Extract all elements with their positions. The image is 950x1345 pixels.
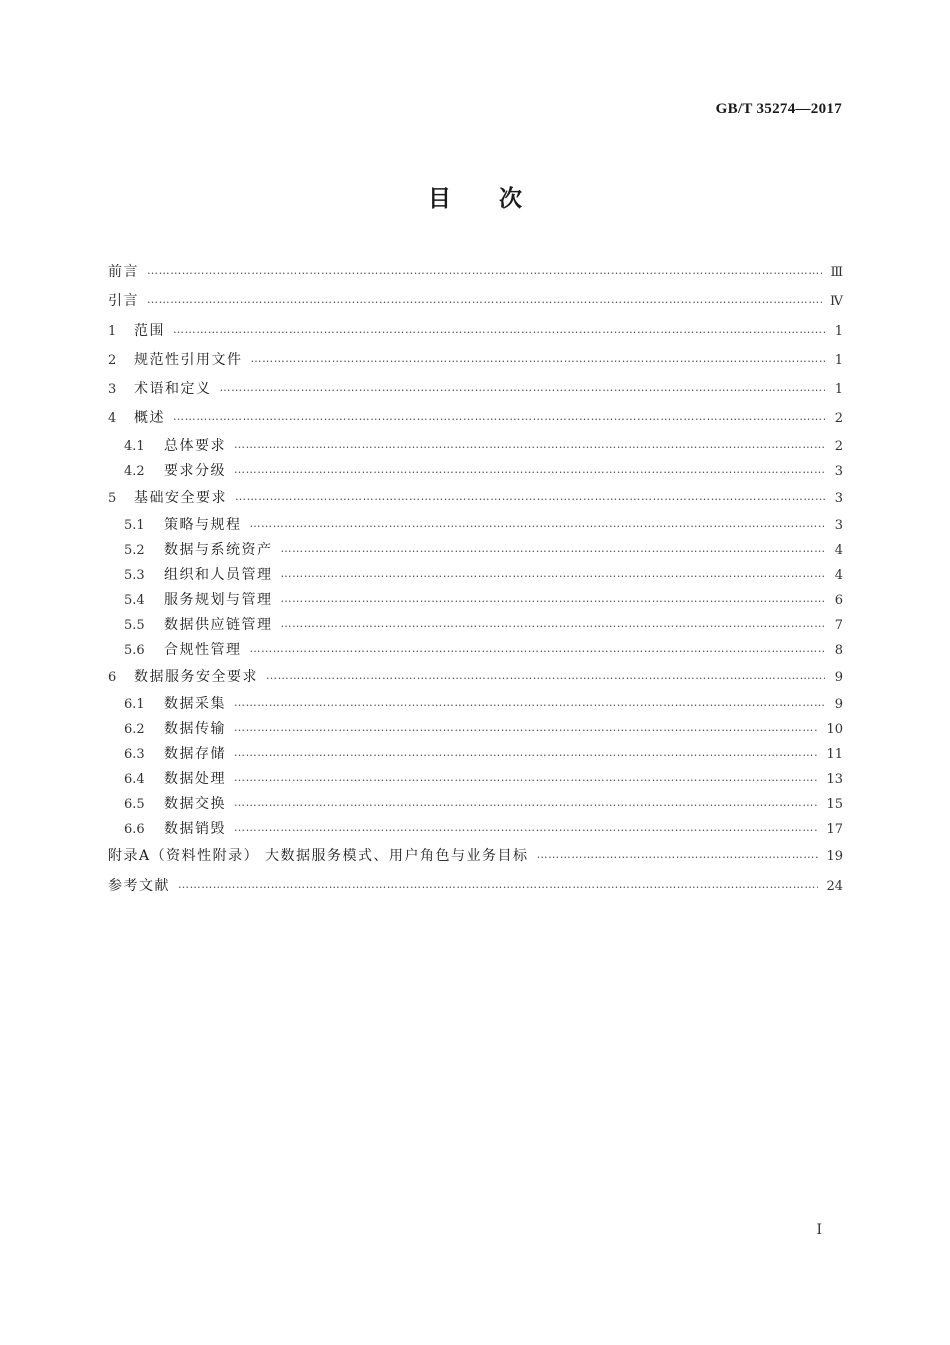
toc-entry-label: 术语和定义 bbox=[134, 381, 212, 398]
toc-entry[interactable] bbox=[108, 613, 843, 638]
toc-entry-page: 6 bbox=[834, 593, 843, 609]
page-number: Ⅰ bbox=[816, 1222, 822, 1238]
toc-leader-dots bbox=[234, 457, 825, 482]
toc-entry-number: 3 bbox=[108, 382, 117, 398]
toc-entry-number: 4.1 bbox=[124, 438, 145, 454]
toc-entry-page: Ⅳ bbox=[830, 294, 843, 310]
toc-entry-label: 数据销毁 bbox=[164, 821, 226, 838]
toc-entry[interactable] bbox=[108, 767, 843, 792]
toc-entry-number: 4.2 bbox=[124, 463, 145, 479]
toc-entry-page: 3 bbox=[834, 518, 843, 534]
toc-entry-number: 6.5 bbox=[124, 797, 145, 813]
toc-entry-number: 5.5 bbox=[124, 618, 145, 634]
toc-entry[interactable] bbox=[108, 346, 843, 375]
toc-leader-dots bbox=[147, 256, 822, 285]
toc-entry-page: 17 bbox=[826, 822, 843, 838]
toc-entry-label: 引言 bbox=[108, 293, 139, 310]
toc-leader-dots bbox=[234, 815, 818, 840]
toc-entry-number: 6.6 bbox=[124, 822, 145, 838]
toc-entry-number: 5 bbox=[108, 490, 117, 506]
toc-leader-dots bbox=[281, 611, 826, 636]
toc-entry-number: 1 bbox=[108, 323, 117, 339]
toc-entry[interactable] bbox=[108, 842, 843, 871]
toc-entry-label: 组织和人员管理 bbox=[164, 567, 273, 584]
toc-entry[interactable] bbox=[108, 792, 843, 817]
toc-entry[interactable] bbox=[108, 513, 843, 538]
toc-entry-label: 要求分级 bbox=[164, 462, 226, 479]
toc-entry-label: 数据传输 bbox=[164, 721, 226, 738]
toc-entry-page: 1 bbox=[834, 382, 843, 398]
toc-entry-page: 13 bbox=[826, 772, 843, 788]
toc-entry-number: 6.3 bbox=[124, 747, 145, 763]
toc-entry-page: 1 bbox=[834, 352, 843, 368]
toc-entry-label: 数据存储 bbox=[164, 746, 226, 763]
toc-entry[interactable] bbox=[108, 872, 843, 901]
toc-entry-page: 1 bbox=[834, 323, 843, 339]
toc-leader-dots bbox=[234, 715, 818, 740]
toc-entry-page: 24 bbox=[826, 878, 843, 894]
toc-entry-label: 合规性管理 bbox=[164, 642, 242, 659]
toc-entry[interactable] bbox=[108, 434, 843, 459]
toc-leader-dots bbox=[234, 765, 818, 790]
toc-entry-label: 基础安全要求 bbox=[134, 489, 227, 506]
toc-entry-number: 5.1 bbox=[124, 518, 145, 534]
toc-entry-page: 11 bbox=[826, 747, 843, 763]
toc-leader-dots bbox=[234, 740, 818, 765]
toc-entry-page: 2 bbox=[834, 438, 843, 454]
toc-entry-label: 附录A（资料性附录） 大数据服务模式、用户角色与业务目标 bbox=[108, 848, 529, 865]
standard-code: GB/T 35274—2017 bbox=[715, 101, 842, 117]
toc-entry-page: 3 bbox=[834, 463, 843, 479]
toc-entry[interactable] bbox=[108, 287, 843, 316]
toc-entry-number: 6.1 bbox=[124, 697, 145, 713]
toc-entry[interactable] bbox=[108, 484, 843, 513]
toc-leader-dots bbox=[266, 661, 825, 690]
toc-entry[interactable] bbox=[108, 817, 843, 842]
toc-entry[interactable] bbox=[108, 638, 843, 663]
toc-entry-label: 数据处理 bbox=[164, 771, 226, 788]
toc-leader-dots bbox=[234, 432, 825, 457]
toc-leader-dots bbox=[250, 511, 826, 536]
toc-entry-label: 数据交换 bbox=[164, 796, 226, 813]
toc-entry[interactable] bbox=[108, 404, 843, 433]
toc-entry-page: Ⅲ bbox=[830, 265, 843, 280]
toc-entry-number: 6.2 bbox=[124, 722, 145, 738]
toc-entry[interactable] bbox=[108, 459, 843, 484]
toc-entry-page: 10 bbox=[826, 722, 843, 738]
toc-entry-page: 19 bbox=[826, 849, 843, 865]
toc-leader-dots bbox=[173, 402, 825, 431]
toc-entry-label: 前言 bbox=[108, 264, 139, 280]
toc-entry-number: 6.4 bbox=[124, 772, 145, 788]
toc-entry[interactable] bbox=[108, 588, 843, 613]
toc-leader-dots bbox=[235, 482, 825, 511]
toc-leader-dots bbox=[281, 561, 826, 586]
toc-entry-page: 8 bbox=[834, 643, 843, 659]
toc-entry[interactable] bbox=[108, 692, 843, 717]
toc-leader-dots bbox=[234, 790, 818, 815]
toc-entry[interactable] bbox=[108, 663, 843, 692]
toc-entry-page: 2 bbox=[834, 411, 843, 427]
toc-entry-number: 5.6 bbox=[124, 643, 145, 659]
toc-entry-number: 5.3 bbox=[124, 568, 145, 584]
toc-entry-page: 4 bbox=[834, 568, 843, 584]
toc-entry-number: 5.2 bbox=[124, 543, 145, 559]
toc-entry-page: 15 bbox=[826, 797, 843, 813]
toc-leader-dots bbox=[281, 536, 826, 561]
toc-entry-page: 4 bbox=[834, 543, 843, 559]
toc-leader-dots bbox=[537, 840, 819, 869]
toc-entry-label: 范围 bbox=[134, 322, 165, 339]
toc-leader-dots bbox=[250, 636, 826, 661]
toc-entry[interactable] bbox=[108, 742, 843, 767]
page-title: 目次 bbox=[428, 186, 570, 212]
toc-entry[interactable] bbox=[108, 563, 843, 588]
toc-entry-label: 参考文献 bbox=[108, 877, 170, 894]
toc-leader-dots bbox=[251, 344, 826, 373]
toc-entry[interactable] bbox=[108, 538, 843, 563]
toc-entry-number: 2 bbox=[108, 352, 117, 368]
toc-entry-label: 策略与规程 bbox=[164, 517, 242, 534]
toc-entry[interactable] bbox=[108, 258, 843, 287]
toc-entry-page: 7 bbox=[834, 618, 843, 634]
toc-entry[interactable] bbox=[108, 717, 843, 742]
toc-leader-dots bbox=[178, 870, 818, 899]
toc-entry-label: 数据与系统资产 bbox=[164, 542, 273, 559]
toc-entry-label: 概述 bbox=[134, 410, 165, 427]
toc-leader-dots bbox=[234, 690, 825, 715]
toc-entry-label: 数据采集 bbox=[164, 696, 226, 713]
toc-leader-dots bbox=[220, 373, 826, 402]
toc-entry-page: 9 bbox=[834, 670, 843, 686]
toc-entry-number: 6 bbox=[108, 670, 117, 686]
toc-leader-dots bbox=[147, 285, 822, 314]
toc-entry-number: 4 bbox=[108, 411, 117, 427]
toc-entry-page: 9 bbox=[834, 697, 843, 713]
toc-entry-label: 总体要求 bbox=[164, 437, 226, 454]
toc-entry-number: 5.4 bbox=[124, 593, 145, 609]
toc-leader-dots bbox=[173, 315, 825, 344]
toc-entry-label: 数据供应链管理 bbox=[164, 617, 273, 634]
toc-leader-dots bbox=[281, 586, 826, 611]
toc-entry-label: 规范性引用文件 bbox=[134, 351, 243, 368]
toc-entry[interactable] bbox=[108, 317, 843, 346]
toc-entry-label: 数据服务安全要求 bbox=[134, 669, 258, 686]
toc-entry-page: 3 bbox=[834, 490, 843, 506]
toc-entry[interactable] bbox=[108, 375, 843, 404]
table-of-contents bbox=[108, 258, 843, 901]
toc-entry-label: 服务规划与管理 bbox=[164, 592, 273, 609]
